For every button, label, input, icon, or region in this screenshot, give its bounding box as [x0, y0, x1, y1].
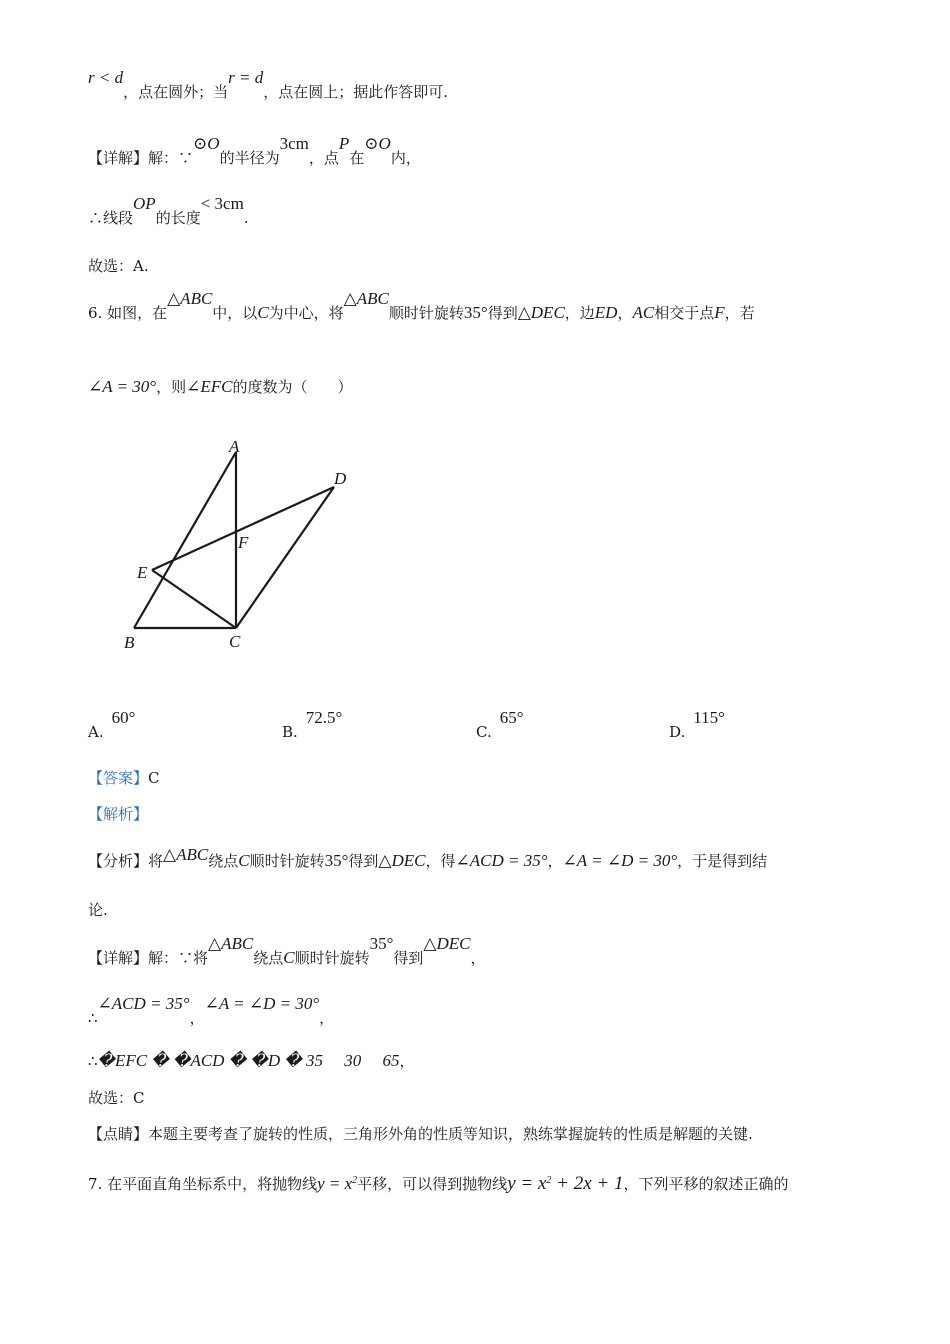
prev-line-1: r < d，点在圆外；当r = d，点在圆上；据此作答即可. [88, 68, 448, 101]
q6-stem-line-2: ∠A = 30°，则∠EFC的度数为（ ） [88, 377, 353, 396]
q6-geometry-figure [118, 430, 368, 660]
fenxi-line-1: 【分析】将△ABC绕点C顺时针旋转35°得到△DEC，得∠ACD = 35°，∠A = ∠D = 30°，于是得到结 [88, 845, 768, 870]
label-e: E [137, 563, 148, 582]
prev-line-2: 【详解】解：∵⊙O的半径为3cm，点P在⊙O内， [88, 134, 421, 167]
label-d: D [334, 469, 347, 488]
step-line-1: ∴∠ACD = 35°，∠A = ∠D = 30°， [88, 994, 335, 1027]
prev-line-4: 故选：A. [88, 257, 149, 275]
q7-stem-line-1: 7. 在平面直角坐标系中，将抛物线$y = x^2$平移，可以得到抛物线$y = x^2 + 2x + 1$，下列平移的叙述正确的 [88, 1173, 789, 1194]
label-f: F [238, 533, 249, 552]
fenxi-line-2: 论. [88, 901, 108, 919]
xiangjie-line-1: 【详解】解：∵将△ABC绕点C顺时针旋转35°得到△DEC， [88, 934, 486, 967]
dianjing-line: 【点睛】本题主要考查了旋转的性质，三角形外角的性质等知识，熟练掌握旋转的性质是解题的关键. [88, 1125, 753, 1143]
option-d[interactable]: D.115° [669, 708, 725, 741]
option-b[interactable]: B.72.5° [282, 708, 343, 741]
choose-line: 故选：C [88, 1089, 145, 1107]
option-c[interactable]: C.65° [476, 708, 524, 741]
answer-value: C [148, 769, 160, 787]
label-a: A [229, 437, 240, 456]
prev-line-3: ∴线段OP的长度< 3cm. [88, 194, 249, 227]
segment-ab [134, 452, 236, 628]
analysis-heading: 【解析】 [88, 805, 149, 823]
option-a[interactable]: A.60° [88, 708, 136, 741]
label-c: C [229, 632, 241, 651]
segment-ec [152, 570, 236, 628]
answer-tag: 【答案】 [88, 769, 149, 787]
answer-line [88, 768, 160, 788]
step-line-2: ∴�EFC � �ACD � �D � 35 30 65， [88, 1051, 415, 1070]
segment-ed [152, 487, 334, 570]
label-b: B [124, 633, 135, 652]
q6-stem-line-1: 6. 如图，在△ABC中，以C为中心，将△ABC顺时针旋转35°得到△DEC，边ED，AC相交于点F，若 [88, 289, 755, 322]
